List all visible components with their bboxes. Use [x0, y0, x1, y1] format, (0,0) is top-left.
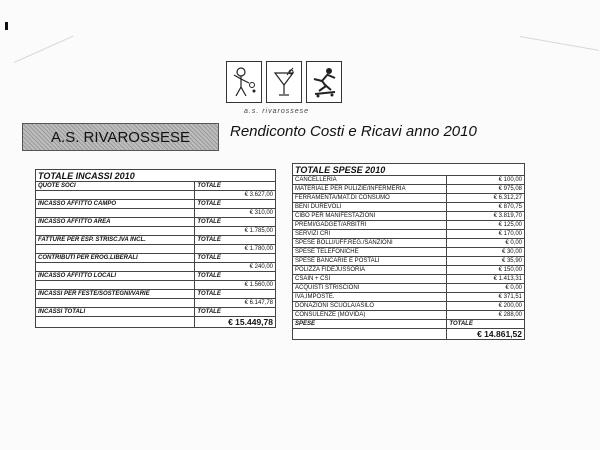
income-category-label: INCASSO AFFITTO CAMPO — [36, 200, 195, 209]
grand-total-label: INCASSI TOTALI — [36, 308, 195, 317]
table-row — [293, 194, 525, 203]
table-row — [293, 203, 525, 212]
expense-table-title: TOTALE SPESE 2010 — [293, 164, 525, 176]
table-title-row — [36, 170, 276, 182]
table-row — [293, 176, 525, 185]
table-row — [36, 245, 276, 254]
expense-amount: € 150,00 — [447, 266, 525, 275]
empty-cell — [36, 209, 195, 218]
expense-category-label: CANCELLERIA — [293, 176, 447, 185]
expense-amount: € 100,00 — [447, 176, 525, 185]
juggler-icon — [229, 64, 259, 100]
expense-amount: € 0,00 — [447, 239, 525, 248]
total-column-label: TOTALE — [195, 200, 276, 209]
table-row — [293, 221, 525, 230]
income-amount: € 1.785,00 — [195, 227, 276, 236]
income-table — [35, 169, 276, 328]
income-amount: € 310,00 — [195, 209, 276, 218]
table-row — [36, 200, 276, 209]
empty-cell — [293, 329, 447, 340]
expense-category-label: CONSULENZE (MOVIDA) — [293, 311, 447, 320]
page-edge-mark — [5, 22, 8, 30]
table-row — [293, 212, 525, 221]
table-row — [36, 191, 276, 200]
expense-category-label: BENI DUREVOLI — [293, 203, 447, 212]
income-amount: € 1.780,00 — [195, 245, 276, 254]
income-amount: € 240,00 — [195, 263, 276, 272]
empty-cell — [36, 317, 195, 328]
expense-category-label: POLIZZA FIDEJUSSORIA — [293, 266, 447, 275]
expense-amount: € 288,00 — [447, 311, 525, 320]
empty-cell — [36, 227, 195, 236]
total-column-label: TOTALE — [195, 272, 276, 281]
income-category-label: INCASSO AFFITTO LOCALI — [36, 272, 195, 281]
table-row — [36, 317, 276, 328]
table-row — [293, 329, 525, 340]
total-column-label: TOTALE — [195, 254, 276, 263]
total-column-label: TOTALE — [195, 182, 276, 191]
expense-category-label: DONAZIONI SCUOLA/ASILO — [293, 302, 447, 311]
expense-amount: € 30,00 — [447, 248, 525, 257]
expense-category-label: CIBO PER MANIFESTAZIONI — [293, 212, 447, 221]
scan-streak — [14, 36, 74, 63]
expense-amount: € 0,00 — [447, 284, 525, 293]
table-row — [293, 248, 525, 257]
scan-streak — [520, 36, 599, 51]
table-title-row — [293, 164, 525, 176]
skater-logo — [306, 61, 342, 103]
income-category-label: FATTURE PER ESP. STRISC.IVA INCL. — [36, 236, 195, 245]
logo-caption: a.s. rivarossese — [244, 108, 310, 115]
expense-amount: € 975,08 — [447, 185, 525, 194]
expense-category-label: FERRAMENTA/MAT.DI CONSUMO — [293, 194, 447, 203]
empty-cell — [36, 281, 195, 290]
report-title: Rendiconto Costi e Ricavi anno 2010 — [230, 123, 477, 140]
table-row — [293, 293, 525, 302]
expense-category-label: SERVIZI CRI — [293, 230, 447, 239]
income-category-label: INCASSI PER FESTE/SOSTEGNI/VARIE — [36, 290, 195, 299]
expense-amount: € 6.312,27 — [447, 194, 525, 203]
table-row — [36, 272, 276, 281]
table-row — [293, 230, 525, 239]
expense-amount: € 870,75 — [447, 203, 525, 212]
expense-amount: € 371,51 — [447, 293, 525, 302]
income-table-title: TOTALE INCASSI 2010 — [36, 170, 276, 182]
table-row — [293, 302, 525, 311]
table-row — [36, 182, 276, 191]
expense-amount: € 1.413,31 — [447, 275, 525, 284]
expense-amount: € 3.819,70 — [447, 212, 525, 221]
cocktail-logo — [266, 61, 302, 103]
expense-grand-total: € 14.861,52 — [447, 329, 525, 340]
expense-category-label: IVA,IMPOSTE. — [293, 293, 447, 302]
total-column-label: TOTALE — [195, 290, 276, 299]
total-column-label: TOTALE — [195, 236, 276, 245]
club-name-banner: A.S. RIVAROSSESE — [22, 123, 219, 151]
skater-icon — [309, 64, 339, 100]
table-row — [36, 308, 276, 317]
expense-amount: € 35,90 — [447, 257, 525, 266]
table-row — [36, 254, 276, 263]
table-row — [293, 257, 525, 266]
juggler-logo — [226, 61, 262, 103]
empty-cell — [36, 263, 195, 272]
total-column-label: TOTALE — [447, 320, 525, 329]
table-row — [36, 218, 276, 227]
table-row — [293, 185, 525, 194]
expense-category-label: SPESE BANCARIE E POSTALI — [293, 257, 447, 266]
expense-table — [292, 163, 525, 340]
expense-amount: € 200,00 — [447, 302, 525, 311]
expense-category-label: CSAIN + CSI — [293, 275, 447, 284]
table-row — [36, 227, 276, 236]
cocktail-icon — [269, 64, 299, 100]
expense-amount: € 125,00 — [447, 221, 525, 230]
expense-category-label: ACQUISTI STRISCIONI — [293, 284, 447, 293]
empty-cell — [36, 299, 195, 308]
table-row — [36, 290, 276, 299]
table-row — [36, 299, 276, 308]
income-amount: € 1.560,00 — [195, 281, 276, 290]
table-row — [293, 239, 525, 248]
total-column-label: TOTALE — [195, 308, 276, 317]
grand-total-label: SPESE — [293, 320, 447, 329]
income-grand-total: € 15.449,78 — [195, 317, 276, 328]
income-category-label: INCASSO AFFITTO AREA — [36, 218, 195, 227]
expense-category-label: PREMI/GADGET/ARBITRI — [293, 221, 447, 230]
empty-cell — [36, 245, 195, 254]
table-row — [36, 281, 276, 290]
table-row — [293, 266, 525, 275]
expense-category-label: SPESE BOLLI/UFF.REG./SANZIONI — [293, 239, 447, 248]
expense-category-label: MATERIALE PER PULIZIE/INFERMERIA — [293, 185, 447, 194]
expense-category-label: SPESE TELEFONICHE — [293, 248, 447, 257]
expense-amount: € 170,00 — [447, 230, 525, 239]
table-row — [293, 311, 525, 320]
table-row — [36, 236, 276, 245]
income-amount: € 3.627,00 — [195, 191, 276, 200]
table-row — [293, 275, 525, 284]
empty-cell — [36, 191, 195, 200]
table-row — [293, 320, 525, 329]
table-row — [293, 284, 525, 293]
club-logos — [226, 61, 342, 103]
income-category-label: QUOTE SOCI — [36, 182, 195, 191]
income-amount: € 6.147,78 — [195, 299, 276, 308]
table-row — [36, 209, 276, 218]
table-row — [36, 263, 276, 272]
income-category-label: CONTRIBUTI PER EROG.LIBERALI — [36, 254, 195, 263]
total-column-label: TOTALE — [195, 218, 276, 227]
